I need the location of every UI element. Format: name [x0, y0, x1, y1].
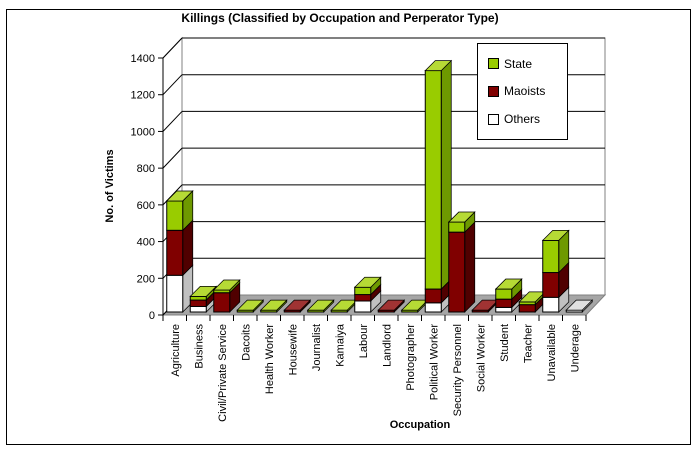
category-label-journalist: Journalist	[310, 324, 323, 372]
bar-unavailable[interactable]	[543, 230, 569, 312]
legend-label-maoists: Maoists	[504, 84, 546, 99]
bar-side-maoists	[465, 222, 475, 312]
category-label-kamaiya: Kamaiya	[334, 324, 347, 367]
y-tick-label-800: 800	[136, 163, 155, 176]
y-tick-label-200: 200	[136, 273, 155, 286]
bar-segment-maoists[interactable]	[519, 305, 535, 312]
bar-segment-state[interactable]	[214, 290, 230, 293]
bar-segment-state[interactable]	[167, 201, 183, 230]
bar-segment-others[interactable]	[355, 301, 371, 312]
legend-item-others[interactable]	[488, 112, 567, 126]
category-label-agriculture: Agriculture	[169, 324, 182, 377]
bar-segment-others[interactable]	[496, 307, 512, 312]
y-tick-label-400: 400	[136, 236, 155, 249]
y-tick-label-0: 0	[148, 310, 155, 322]
bar-political-worker[interactable]	[425, 61, 451, 312]
category-label-business: Business	[193, 324, 206, 369]
bar-segment-maoists[interactable]	[449, 232, 465, 312]
bar-segment-others[interactable]	[425, 303, 441, 312]
category-label-photographer: Photographer	[404, 324, 417, 391]
category-label-underage: Underage	[569, 324, 582, 373]
legend-item-state[interactable]	[488, 57, 567, 71]
y-tick-label-1000: 1000	[130, 126, 155, 139]
bar-segment-others[interactable]	[190, 306, 206, 312]
category-label-labour: Labour	[357, 324, 370, 359]
category-label-health-worker: Health Worker	[263, 324, 276, 395]
bar-segment-state[interactable]	[543, 240, 559, 272]
bar-segment-state[interactable]	[496, 289, 512, 299]
category-label-teacher: Teacher	[522, 324, 535, 364]
category-label-political-worker: Political Worker	[428, 324, 441, 401]
bar-segment-maoists[interactable]	[190, 300, 206, 306]
chart-title: Killings (Classified by Occupation and Perperator Type)	[181, 11, 499, 25]
legend-swatch-state	[488, 58, 499, 69]
bar-segment-maoists[interactable]	[496, 299, 512, 307]
bar-segment-state[interactable]	[519, 302, 535, 305]
bar-segment-state[interactable]	[355, 287, 371, 294]
bar-segment-state[interactable]	[425, 71, 441, 289]
bar-segment-state[interactable]	[190, 296, 206, 300]
legend-swatch-maoists	[488, 86, 499, 97]
category-label-landlord: Landlord	[381, 324, 394, 367]
y-tick-label-1200: 1200	[130, 89, 155, 102]
legend-label-others: Others	[504, 112, 541, 127]
category-label-student: Student	[498, 324, 511, 362]
bar-segment-others[interactable]	[167, 275, 183, 312]
legend-item-maoists[interactable]	[488, 84, 567, 98]
bar-segment-maoists[interactable]	[214, 293, 230, 312]
bar-segment-maoists[interactable]	[167, 230, 183, 275]
bar-agriculture[interactable]	[167, 191, 193, 312]
category-label-dacoits: Dacoits	[240, 324, 253, 361]
y-tick-label-600: 600	[136, 199, 155, 212]
y-axis-title: No. of Victims	[104, 149, 116, 223]
bar-segment-others[interactable]	[543, 297, 559, 312]
legend[interactable]	[477, 43, 568, 140]
category-label-civil-private-service: Civil/Private Service	[216, 324, 229, 422]
category-label-security-personnel: Security Personnel	[451, 324, 464, 417]
bar-segment-state[interactable]	[449, 222, 465, 232]
bar-segment-maoists[interactable]	[543, 273, 559, 298]
x-axis-title: Occupation	[389, 419, 451, 431]
category-label-unavailable: Unavailable	[545, 324, 558, 382]
bar-security-personnel[interactable]	[449, 212, 475, 312]
bar-segment-maoists[interactable]	[355, 295, 371, 301]
category-label-social-worker: Social Worker	[475, 324, 488, 393]
legend-swatch-others	[488, 114, 499, 125]
bar-segment-maoists[interactable]	[425, 289, 441, 303]
legend-label-state: State	[504, 56, 533, 71]
y-tick-label-1400: 1400	[130, 53, 155, 65]
category-label-housewife: Housewife	[287, 324, 300, 376]
